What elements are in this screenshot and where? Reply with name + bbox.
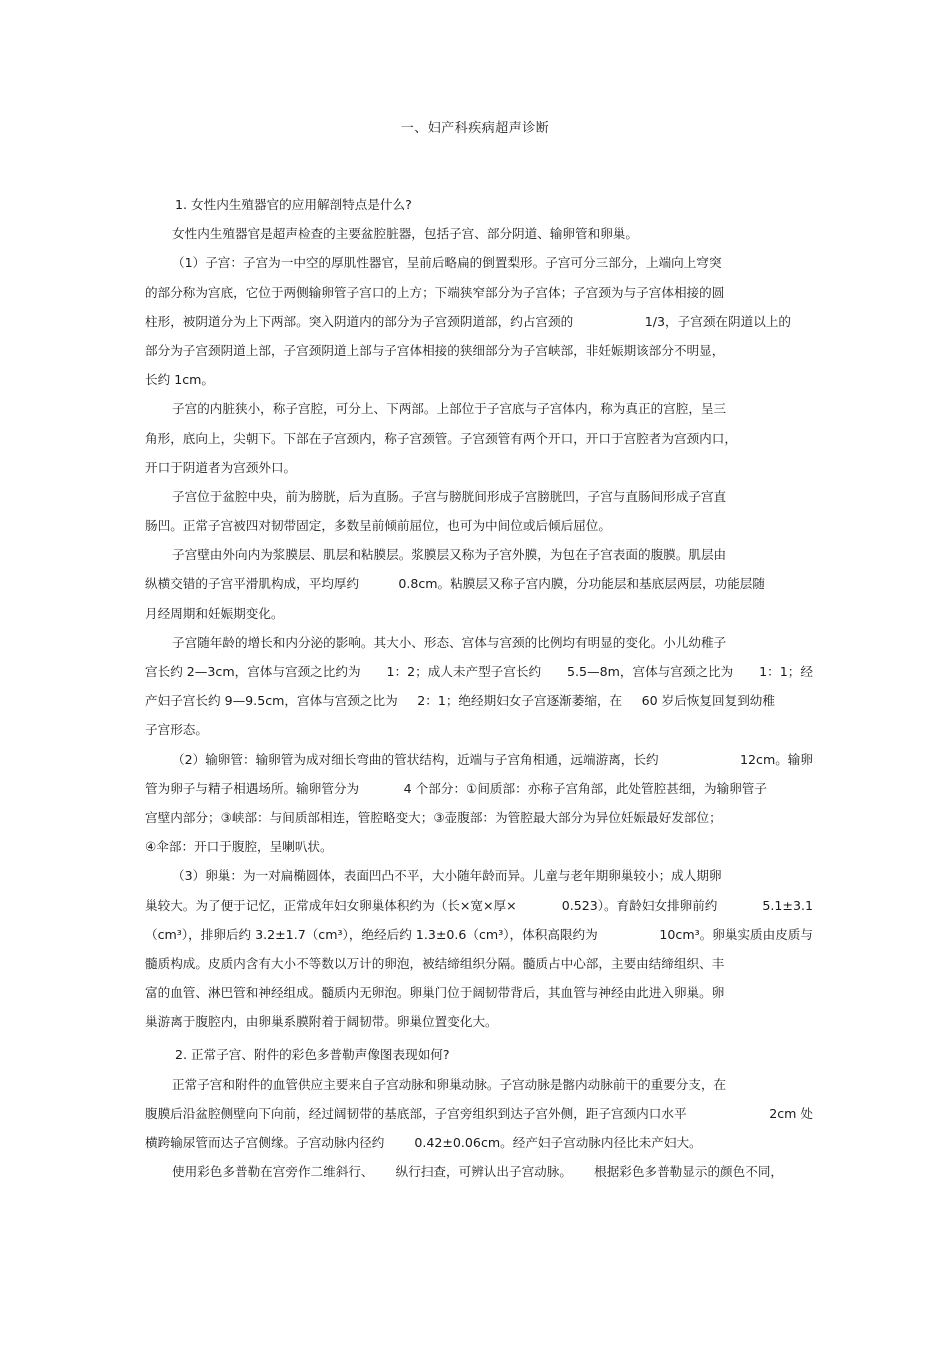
paragraph-line xyxy=(145,459,813,488)
text-run: 腹膜后沿盆腔侧壁向下向前，经过阔韧带的基底部，子宫旁组织到达子宫外侧，距子宫颈内口水平 xyxy=(145,1105,687,1121)
text-run: 使用彩色多普勒在宫旁作二维斜行、 xyxy=(172,1164,374,1180)
document-title: 一、妇产科疾病超声诊断 xyxy=(400,121,550,136)
paragraph-line xyxy=(145,867,813,896)
paragraph-line xyxy=(145,284,813,313)
paragraph-line xyxy=(145,605,813,634)
text-run: 2：1；绝经期妇女子宫逐渐萎缩，在 xyxy=(417,693,623,709)
text-run: 纵行扫查，可辨认出子宫动脉。 xyxy=(395,1164,572,1180)
paragraph-line xyxy=(145,897,813,926)
paragraph-line xyxy=(145,371,813,400)
text-run: 5.1±3.1 xyxy=(762,897,813,913)
question-heading xyxy=(145,196,813,225)
text-run: 1：2；成人未产型子宫长约 xyxy=(386,664,542,679)
text-run: 女性内生殖器官是超声检查的主要盆腔脏器，包括子宫、部分阴道、输卵管和卵巢。 xyxy=(172,226,638,242)
text-run: 1/3，子宫颈在阴道以上的 xyxy=(644,313,791,329)
text-run: 宫长约 2—3cm，宫体与宫颈之比约为 xyxy=(145,664,361,679)
text-run: 子宫形态。 xyxy=(145,722,208,738)
paragraph-line xyxy=(145,692,813,721)
paragraph-line xyxy=(145,430,813,459)
paragraph-line xyxy=(145,254,813,283)
text-run: 富的血管、淋巴管和神经组成。髓质内无卵泡。卵巢门位于阔韧带背后，其血管与神经由此进入卵巢。卵 xyxy=(145,985,725,1001)
paragraph-line xyxy=(145,780,813,809)
paragraph-line xyxy=(145,634,813,663)
document-body xyxy=(145,196,813,1192)
paragraph-line xyxy=(145,1134,813,1163)
paragraph-line xyxy=(145,1013,813,1042)
paragraph-line xyxy=(145,721,813,750)
text-run: （cm³），排卵后约 3.2±1.7（cm³），绝经后约 1.3±0.6（cm³），体积高限约为 xyxy=(145,926,598,942)
paragraph-line xyxy=(145,663,813,692)
text-run: 根据彩色多普勒显示的颜色不同， xyxy=(594,1164,783,1180)
text-run: 0.42±0.06cm。经产妇子宫动脉内径比未产妇大。 xyxy=(414,1135,702,1150)
text-run: 管为卵子与精子相遇场所。输卵管分为 xyxy=(145,780,360,796)
paragraph-line xyxy=(145,400,813,429)
paragraph-line xyxy=(145,342,813,371)
paragraph-line xyxy=(145,225,813,254)
text-run: 1：1；经 xyxy=(759,664,813,679)
paragraph-line xyxy=(145,809,813,838)
paragraph-line xyxy=(145,517,813,546)
paragraph-line xyxy=(145,838,813,867)
paragraph-line xyxy=(145,1105,813,1134)
text-run: 子宫壁由外向内为浆膜层、肌层和粘膜层。浆膜层又称为子宫外膜，为包在子宫表面的腹膜。肌层由 xyxy=(172,547,727,563)
text-run: 巢游离于腹腔内，由卵巢系膜附着于阔韧带。卵巢位置变化大。 xyxy=(145,1014,498,1030)
text-run: 宫壁内部分；③峡部：与间质部相连，管腔略变大；③壶腹部：为管腔最大部分为异位妊娠最好发部位； xyxy=(145,809,722,825)
text-run: 0.8cm。粘膜层又称子宫内膜，分功能层和基底层两层，功能层随 xyxy=(398,576,765,592)
text-run: 月经周期和妊娠期变化。 xyxy=(145,605,284,621)
text-run: 柱形，被阴道分为上下两部。突入阴道内的部分为子宫颈阴道部，约占宫颈的 xyxy=(145,313,574,329)
paragraph-line xyxy=(145,984,813,1013)
paragraph-line xyxy=(145,1163,813,1192)
text-run: 子宫位于盆腔中央，前为膀胱，后为直肠。子宫与膀胱间形成子宫膀胱凹，子宫与直肠间形成子宫直 xyxy=(172,488,727,504)
text-run: 巢较大。为了便于记忆，正常成年妇女卵巢体积约为（长×宽×厚× xyxy=(145,897,517,913)
text-run: 10cm³。卵巢实质由皮质与 xyxy=(659,926,813,942)
text-run: 5.5—8m，宫体与宫颈之比为 xyxy=(566,664,734,679)
text-run: 正常子宫和附件的血管供应主要来自子宫动脉和卵巢动脉。子宫动脉是髂内动脉前干的重要分支，在 xyxy=(172,1076,727,1092)
question-text: 1. 女性内生殖器官的应用解剖特点是什么? xyxy=(175,197,412,212)
text-run: 子宫的内脏狭小，称子宫腔，可分上、下两部。上部位于子宫底与子宫体内，称为真正的宫腔，呈三 xyxy=(172,401,727,417)
text-run: 横跨输尿管而达子宫侧缘。子宫动脉内径约 xyxy=(145,1135,385,1150)
text-run: 纵横交错的子宫平滑肌构成，平均厚约 xyxy=(145,576,360,592)
paragraph-line xyxy=(145,575,813,604)
question-text: 2. 正常子宫、附件的彩色多普勒声像图表现如何? xyxy=(175,1047,450,1063)
text-run: 60 岁后恢复回复到幼稚 xyxy=(641,693,775,709)
paragraph-line xyxy=(145,1076,813,1105)
text-run: 4 个部分：①间质部：亦称子宫角部，此处管腔甚细，为输卵管子 xyxy=(403,780,767,796)
text-run: 12cm。输卵 xyxy=(740,751,813,767)
text-run: 开口于阴道者为宫颈外口。 xyxy=(145,459,297,475)
paragraph-line xyxy=(145,955,813,984)
text-run: （1）子宫：子宫为一中空的厚肌性器官，呈前后略扁的倒置梨形。子宫可分三部分，上端向上穹突 xyxy=(172,255,722,271)
paragraph-line xyxy=(145,546,813,575)
paragraph-line xyxy=(145,313,813,342)
paragraph-line xyxy=(145,926,813,955)
text-run: 部分为子宫颈阴道上部，子宫颈阴道上部与子宫体相接的狭细部分为子宫峡部，非妊娠期该部分不明显， xyxy=(145,342,725,358)
text-run: （2）输卵管：输卵管为成对细长弯曲的管状结构，近端与子宫角相通，远端游离，长约 xyxy=(172,751,659,767)
text-run: （3）卵巢：为一对扁椭圆体，表面凹凸不平，大小随年龄而异。儿童与老年期卵巢较小；成人期卵 xyxy=(172,868,722,884)
question-heading xyxy=(145,1046,813,1075)
text-run: 的部分称为宫底，它位于两侧输卵管子宫口的上方；下端狭窄部分为子宫体；子宫颈为与子宫体相接的圆 xyxy=(145,284,725,300)
text-run: 0.523）。育龄妇女排卵前约 xyxy=(561,897,718,913)
text-run: 髓质构成。皮质内含有大小不等数以万计的卵泡，被结缔组织分隔。髓质占中心部，主要由结缔组织、丰 xyxy=(145,955,725,971)
paragraph-line xyxy=(145,751,813,780)
paragraph-line xyxy=(145,488,813,517)
text-run: 长约 1cm。 xyxy=(145,372,214,388)
text-run: 角形，底向上，尖朝下。下部在子宫颈内，称子宫颈管。子宫颈管有两个开口，开口于宫腔者为宫颈内口， xyxy=(145,430,737,446)
text-run: 子宫随年龄的增长和内分泌的影响。其大小、形态、宫体与宫颈的比例均有明显的变化。小儿幼稚子 xyxy=(172,634,727,650)
text-run: 肠凹。正常子宫被四对韧带固定，多数呈前倾前屈位，也可为中间位或后倾后屈位。 xyxy=(145,518,611,534)
text-run: ④伞部：开口于腹腔，呈喇叭状。 xyxy=(145,839,333,855)
text-run: 2cm 处 xyxy=(769,1105,813,1121)
text-run: 产妇子宫长约 9—9.5cm，宫体与宫颈之比为 xyxy=(145,693,398,709)
